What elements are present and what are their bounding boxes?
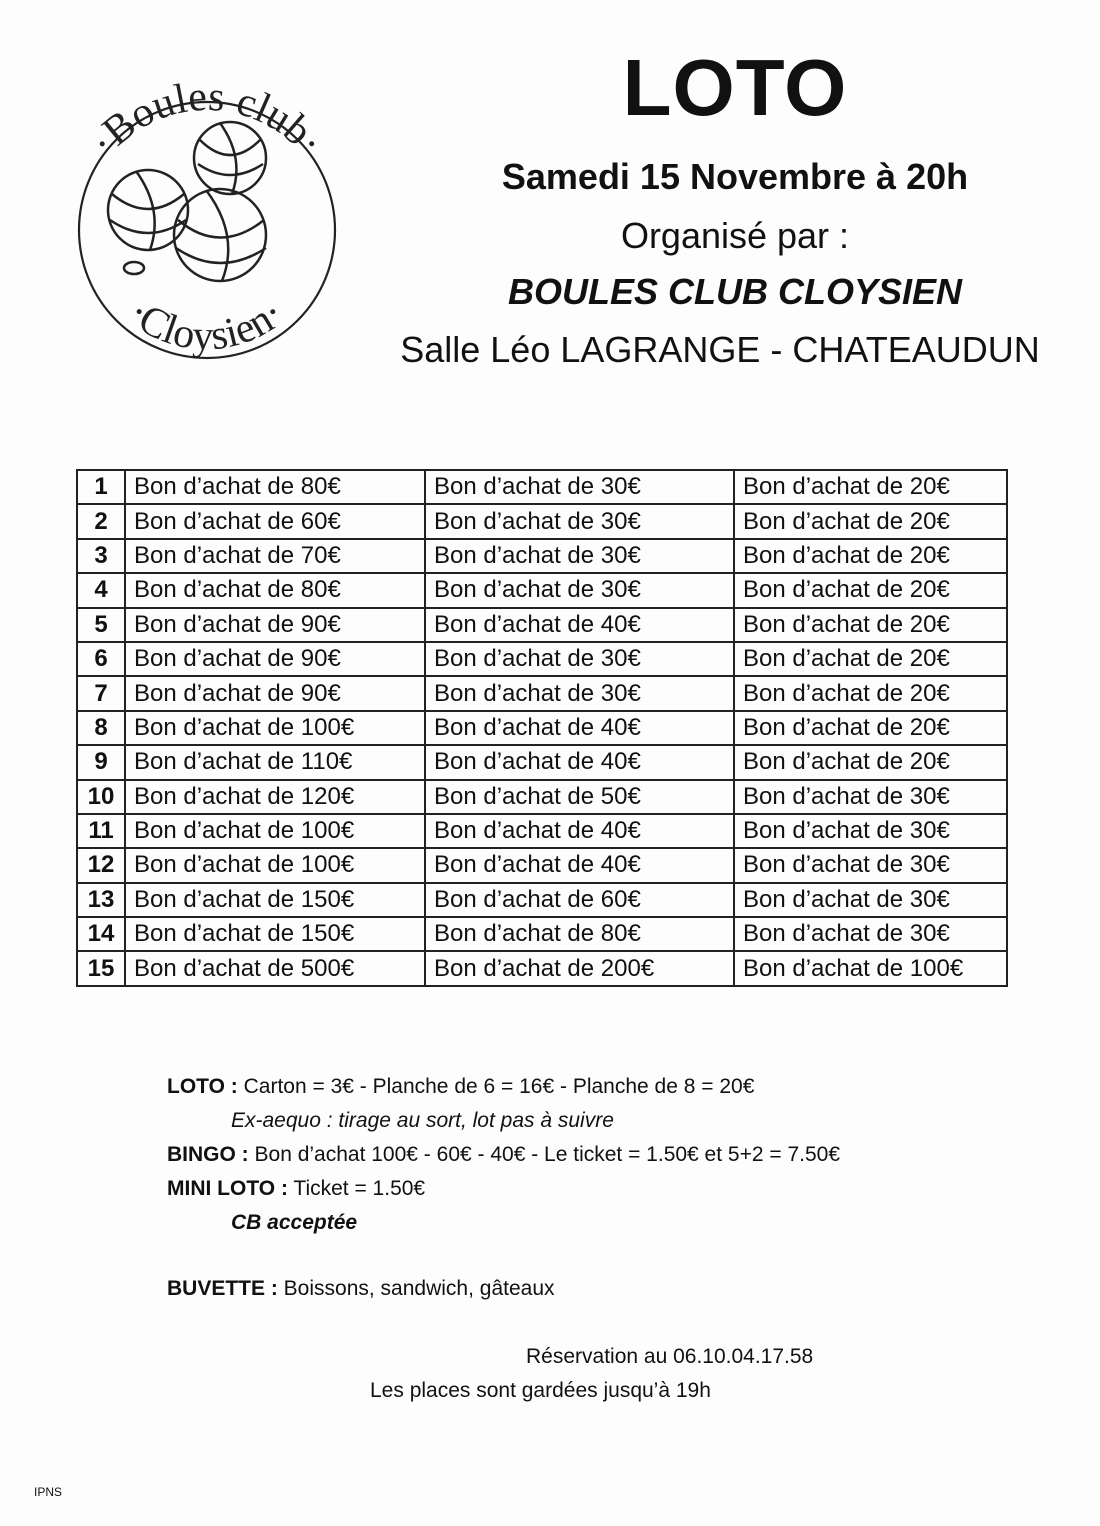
organized-by-label: Organisé par : — [620, 215, 850, 256]
table-row — [77, 676, 1007, 710]
prize-number: 8 — [77, 711, 125, 745]
prize-1: Bon d’achat de 90€ — [125, 608, 425, 642]
prize-2: Bon d’achat de 60€ — [425, 883, 734, 917]
table-row — [77, 711, 1007, 745]
prize-1: Bon d’achat de 150€ — [125, 883, 425, 917]
prizes-table — [76, 469, 1008, 987]
logo-top-text: ·Boules club· — [80, 73, 334, 165]
prize-2: Bon d’achat de 30€ — [425, 573, 734, 607]
table-row — [77, 470, 1007, 504]
places-note: Les places sont gardées jusqu’à 19h — [370, 1379, 711, 1402]
prize-number: 10 — [77, 780, 125, 814]
prize-number: 11 — [77, 814, 125, 848]
prize-number: 2 — [77, 504, 125, 538]
prize-2: Bon d’achat de 30€ — [425, 642, 734, 676]
prize-3: Bon d’achat de 20€ — [734, 608, 1007, 642]
prize-1: Bon d’achat de 500€ — [125, 951, 425, 985]
table-row — [77, 780, 1007, 814]
prize-1: Bon d’achat de 120€ — [125, 780, 425, 814]
prize-3: Bon d’achat de 20€ — [734, 504, 1007, 538]
prize-1: Bon d’achat de 150€ — [125, 917, 425, 951]
logo-bottom-text: ·Cloysien· — [118, 290, 294, 360]
petanque-balls-icon — [60, 60, 350, 380]
prize-number: 9 — [77, 745, 125, 779]
buvette-label: BUVETTE : — [167, 1277, 278, 1300]
table-row — [77, 539, 1007, 573]
prize-number: 1 — [77, 470, 125, 504]
prize-number: 15 — [77, 951, 125, 985]
loto-pricing — [167, 1070, 1047, 1104]
prize-1: Bon d’achat de 90€ — [125, 676, 425, 710]
bingo-pricing — [167, 1138, 1047, 1172]
ipns-mark: IPNS — [34, 1485, 63, 1499]
reservation-phone: Réservation au 06.10.04.17.58 — [526, 1345, 814, 1368]
prize-number: 7 — [77, 676, 125, 710]
table-row — [77, 745, 1007, 779]
prize-3: Bon d’achat de 100€ — [734, 951, 1007, 985]
prize-1: Bon d’achat de 100€ — [125, 711, 425, 745]
prize-number: 4 — [77, 573, 125, 607]
prize-number: 6 — [77, 642, 125, 676]
prize-3: Bon d’achat de 30€ — [734, 917, 1007, 951]
prize-3: Bon d’achat de 30€ — [734, 848, 1007, 882]
loto-text: Carton = 3€ - Planche de 6 = 16€ - Planche de 8 = 20€ — [237, 1075, 755, 1098]
bingo-label: BINGO : — [167, 1143, 249, 1166]
prize-2: Bon d’achat de 200€ — [425, 951, 734, 985]
svg-text:·Boules club· — [81, 74, 333, 165]
bingo-text: Bon d’achat 100€ - 60€ - 40€ - Le ticket = 1.50€ et 5+2 = 7.50€ — [248, 1143, 841, 1166]
club-logo — [60, 60, 350, 380]
prize-3: Bon d’achat de 20€ — [734, 539, 1007, 573]
prize-3: Bon d’achat de 20€ — [734, 573, 1007, 607]
prize-2: Bon d’achat de 50€ — [425, 780, 734, 814]
prize-3: Bon d’achat de 30€ — [734, 883, 1007, 917]
prize-1: Bon d’achat de 80€ — [125, 470, 425, 504]
svg-text:·Cloysien· — [119, 290, 294, 359]
prize-3: Bon d’achat de 20€ — [734, 745, 1007, 779]
prize-1: Bon d’achat de 90€ — [125, 642, 425, 676]
cb-accepted: CB acceptée — [231, 1211, 358, 1234]
prize-3: Bon d’achat de 30€ — [734, 814, 1007, 848]
prize-2: Bon d’achat de 30€ — [425, 539, 734, 573]
mini-loto-label: MINI LOTO : — [167, 1177, 288, 1200]
prize-2: Bon d’achat de 40€ — [425, 814, 734, 848]
venue: Salle Léo LAGRANGE - CHATEAUDUN — [400, 329, 1040, 370]
prize-number: 3 — [77, 539, 125, 573]
prize-1: Bon d’achat de 110€ — [125, 745, 425, 779]
buvette-text: Boissons, sandwich, gâteaux — [277, 1277, 555, 1300]
prize-1: Bon d’achat de 100€ — [125, 848, 425, 882]
table-row — [77, 573, 1007, 607]
table-row — [77, 504, 1007, 538]
exaequo-note: Ex-aequo : tirage au sort, lot pas à suivre — [231, 1109, 614, 1132]
prize-2: Bon d’achat de 40€ — [425, 711, 734, 745]
prize-1: Bon d’achat de 80€ — [125, 573, 425, 607]
page-title: LOTO — [622, 43, 848, 132]
table-row — [77, 814, 1007, 848]
prize-2: Bon d’achat de 40€ — [425, 848, 734, 882]
club-name: BOULES CLUB CLOYSIEN — [507, 271, 963, 312]
prize-number: 14 — [77, 917, 125, 951]
table-row — [77, 883, 1007, 917]
buvette-line — [167, 1272, 555, 1306]
table-row — [77, 642, 1007, 676]
prize-3: Bon d’achat de 20€ — [734, 676, 1007, 710]
prize-1: Bon d’achat de 100€ — [125, 814, 425, 848]
prize-2: Bon d’achat de 80€ — [425, 917, 734, 951]
prize-2: Bon d’achat de 40€ — [425, 608, 734, 642]
table-row — [77, 917, 1007, 951]
prize-2: Bon d’achat de 30€ — [425, 676, 734, 710]
table-row — [77, 848, 1007, 882]
prize-2: Bon d’achat de 30€ — [425, 504, 734, 538]
prize-number: 5 — [77, 608, 125, 642]
info-block — [167, 1070, 1047, 1240]
mini-loto-pricing — [167, 1172, 1047, 1206]
prize-2: Bon d’achat de 30€ — [425, 470, 734, 504]
prize-3: Bon d’achat de 20€ — [734, 642, 1007, 676]
prize-3: Bon d’achat de 30€ — [734, 780, 1007, 814]
prize-1: Bon d’achat de 60€ — [125, 504, 425, 538]
prize-number: 12 — [77, 848, 125, 882]
table-row — [77, 951, 1007, 985]
mini-loto-text: Ticket = 1.50€ — [287, 1177, 426, 1200]
prize-3: Bon d’achat de 20€ — [734, 470, 1007, 504]
prize-1: Bon d’achat de 70€ — [125, 539, 425, 573]
loto-label: LOTO : — [167, 1075, 238, 1098]
table-row — [77, 608, 1007, 642]
event-date: Samedi 15 Novembre à 20h — [501, 156, 969, 197]
prize-2: Bon d’achat de 40€ — [425, 745, 734, 779]
prize-3: Bon d’achat de 20€ — [734, 711, 1007, 745]
prize-number: 13 — [77, 883, 125, 917]
